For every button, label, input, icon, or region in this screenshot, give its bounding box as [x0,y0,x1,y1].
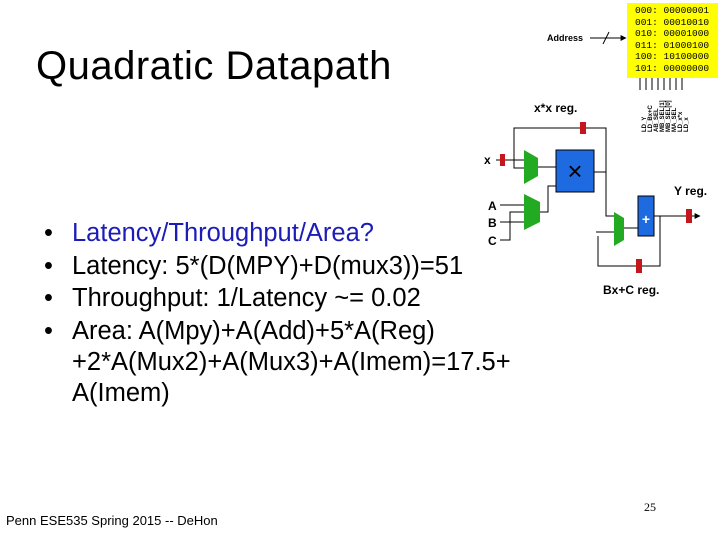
memory-row [635,63,718,75]
bullet-dot: • [44,316,53,345]
page-number: 25 [644,500,656,514]
y-register [686,209,692,223]
adder-symbol: + [641,211,651,227]
signal-label: LD_Y [642,116,648,132]
y-reg-label: Y reg. [674,184,708,198]
product-to-mux-wire [606,172,614,216]
mux-b-out-wire [540,186,556,212]
bullet-text: Throughput: 1/Latency ~= 0.02 [72,284,421,312]
signal-label: MA_SEL [672,107,678,132]
memory-row [635,28,718,40]
address-label: Address [547,33,584,43]
signal-label: MB_SEL[0] [666,100,672,132]
memory-row [635,17,718,29]
bullet-item [44,316,511,409]
memory-row [635,40,718,52]
bullet-text: Latency/Throughput/Area? [72,219,374,247]
signal-label: LD_x*x [678,111,684,132]
memory-data: 00000000 [663,62,710,74]
memory-addr: 000: [635,5,658,16]
bullet-continuation: +2*A(Mux2)+A(Mux3)+A(Imem)=17.5+ [72,347,511,376]
memory-data: 00001000 [663,28,710,39]
control-signal-labels [642,100,690,132]
mux-a [524,150,538,184]
memory-addr: 101: [635,62,658,74]
signal-label: LD_Bx+C [648,105,654,132]
bullet-text: Latency: 5*(D(MPY)+D(mux3))=51 [72,251,464,280]
signal-label: LD_x [684,117,690,132]
input-x-label: x [484,153,491,167]
control-lines [640,78,682,90]
input-b-label: B [488,216,497,230]
signal-label: AB_SEL [654,108,660,132]
signal-label: MB_SEL[1] [660,100,666,132]
slide-title: Quadratic Datapath [36,44,392,88]
memory-row [635,5,718,17]
xx-reg-label: x*x reg. [534,101,578,115]
bullet-dot: • [44,219,53,247]
instruction-memory [627,3,718,78]
bullet-text: Area: A(Mpy)+A(Add)+5*A(Reg) [72,316,435,345]
memory-data: 00000001 [663,5,710,16]
bullet-continuation: A(Imem) [72,378,170,407]
memory-data: 01000100 [663,39,710,51]
bxc-reg-label: Bx+C reg. [603,283,660,297]
memory-data: 00010010 [663,16,710,28]
memory-addr: 100: [635,51,658,62]
memory-row [635,51,718,63]
input-c-label: C [488,234,497,248]
bullet-dot: • [44,284,53,312]
mux-adder [614,212,624,246]
memory-addr: 011: [635,39,658,51]
slide-footer: Penn ESE535 Spring 2015 -- DeHon [6,513,218,528]
memory-data: 10100000 [663,51,710,62]
xx-register [580,122,586,134]
memory-addr: 010: [635,28,658,39]
multiplier-symbol: × [567,156,583,186]
x-register [500,154,505,166]
bullet-dot: • [44,251,53,280]
input-a-label: A [488,199,497,213]
bxc-register [636,259,642,273]
memory-addr: 001: [635,16,658,28]
mux-b [524,194,540,230]
c-wire [500,212,524,240]
